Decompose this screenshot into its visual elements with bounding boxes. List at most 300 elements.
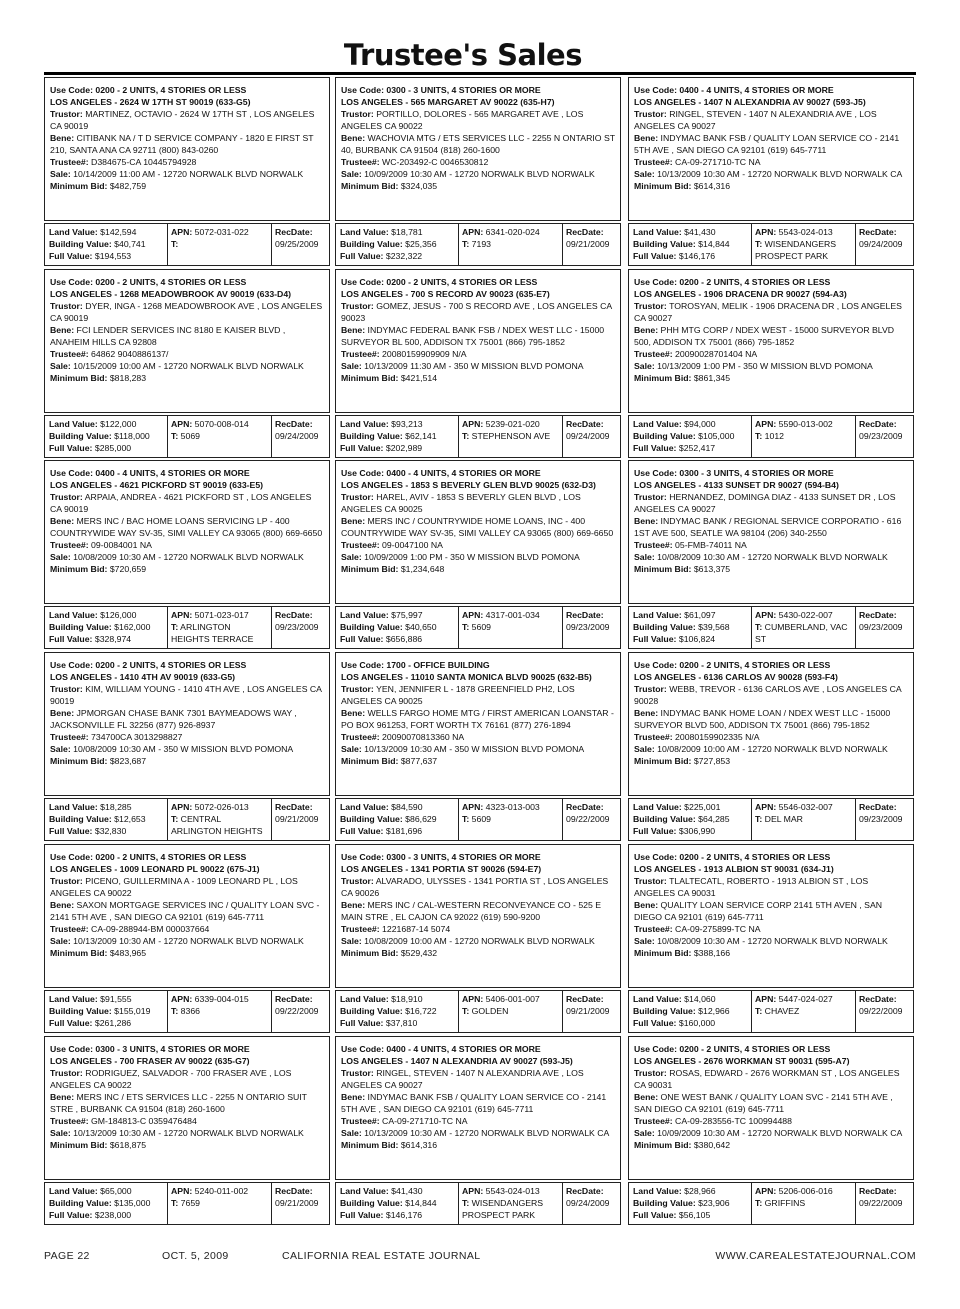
property-address: LOS ANGELES - 2624 W 17TH ST 90019 (633-G5) — [50, 97, 251, 107]
value-column — [629, 1183, 752, 1224]
min-bid-label: Minimum Bid: — [634, 564, 692, 575]
sale-line — [341, 168, 615, 180]
building-value: $64,285 — [695, 814, 730, 825]
building-value-line — [633, 813, 747, 825]
sale-label: Sale: — [50, 744, 71, 755]
apn-value: 5546-032-007 — [776, 802, 833, 813]
bene-line — [341, 707, 615, 731]
sale-value: 10/08/2009 10:00 AM - 12720 NORWALK BLVD NORWALK — [361, 935, 595, 946]
building-value-line — [49, 813, 163, 825]
trustor-label: Trustor: — [634, 875, 667, 886]
use-code: Use Code: 0200 - 2 UNITS, 4 STORIES OR LESS — [50, 851, 247, 862]
land-value: $91,555 — [97, 993, 132, 1004]
listing-details — [628, 1036, 914, 1180]
min-bid-label: Minimum Bid: — [50, 947, 108, 958]
trustee-line — [341, 731, 615, 743]
trustee-label: Trustee#: — [341, 1115, 380, 1126]
full-value: $146,176 — [676, 251, 716, 261]
apn-label: APN: — [171, 802, 193, 813]
tract-line — [755, 813, 852, 825]
listing-values — [335, 223, 621, 266]
apn-label: APN: — [462, 227, 484, 237]
building-label: Building Value: — [340, 1197, 403, 1208]
trustor-value: RINGEL, STEVEN - 1407 N ALEXANDRIA AVE , LOS ANGELES CA 90027 — [341, 1067, 584, 1090]
land-label: Land Value: — [633, 1185, 682, 1196]
full-value-line — [49, 442, 163, 454]
land-label: Land Value: — [340, 802, 389, 813]
sale-line — [50, 168, 324, 180]
listing-values — [44, 223, 330, 266]
building-value-line — [49, 238, 163, 250]
trustor-line — [50, 491, 324, 515]
land-value-line — [340, 993, 454, 1005]
trustee-label: Trustee#: — [634, 1115, 673, 1126]
use-code: Use Code: 0300 - 3 UNITS, 4 STORIES OR MORE — [50, 1043, 250, 1054]
sale-line — [341, 935, 615, 947]
building-label: Building Value: — [49, 1197, 112, 1208]
trustee-line — [634, 348, 908, 360]
min-bid-value: $483,965 — [107, 947, 147, 958]
trustor-label: Trustor: — [634, 109, 667, 119]
recdate-label: RecDate: — [859, 227, 897, 237]
listing-values — [44, 606, 330, 649]
tract-value: CUMBERLAND, VAC ST — [755, 622, 848, 645]
min-bid-line — [341, 947, 615, 959]
land-value-line — [633, 993, 747, 1005]
tract-line — [171, 430, 268, 442]
bene-value: FCI LENDER SERVICES INC 8180 E KAISER BLVD , ANAHEIM HILLS CA 92808 — [50, 324, 286, 347]
min-bid-label: Minimum Bid: — [341, 564, 399, 575]
property-address: LOS ANGELES - 1341 PORTIA ST 90026 (594-E7) — [341, 863, 542, 874]
bene-label: Bene: — [634, 708, 659, 719]
bene-line — [634, 515, 908, 539]
trustee-value: CA-09-271710-TC NA — [379, 1115, 468, 1126]
listing-card — [44, 652, 332, 841]
trustee-label: Trustee#: — [341, 923, 380, 934]
full-label: Full Value: — [633, 634, 677, 645]
apn-value: 5543-024-013 — [483, 1185, 540, 1196]
building-value: $62,141 — [402, 430, 437, 441]
listing-card — [335, 269, 623, 458]
value-column — [45, 416, 168, 457]
bene-line — [341, 324, 615, 348]
property-address: LOS ANGELES - 700 S RECORD AV 90023 (635-E7) — [341, 288, 550, 299]
tract-label: T: — [171, 1197, 179, 1208]
trustor-value: ROSAS, EDWARD - 2676 WORKMAN ST , LOS ANGELES CA 90031 — [634, 1067, 900, 1090]
tract-value: 5069 — [178, 430, 200, 441]
recdate-value: 09/23/2009 — [859, 814, 903, 825]
trustee-line — [50, 923, 324, 935]
listing-details — [335, 460, 621, 604]
min-bid-label: Minimum Bid: — [634, 372, 692, 383]
listing-card — [44, 269, 332, 458]
land-value-line — [633, 226, 747, 238]
building-value: $14,844 — [402, 1197, 437, 1208]
apn-value: 5430-022-007 — [776, 610, 833, 621]
trustor-label: Trustor: — [341, 684, 374, 695]
trustee-label: Trustee#: — [634, 157, 673, 167]
sale-label: Sale: — [341, 552, 362, 563]
sale-label: Sale: — [341, 935, 362, 946]
tract-value: 5609 — [469, 622, 491, 633]
min-bid-label: Minimum Bid: — [634, 181, 692, 191]
trustee-value: 20080159909909 N/A — [379, 348, 467, 359]
value-column — [629, 799, 752, 840]
land-value: $225,001 — [681, 802, 721, 813]
full-value-line — [49, 1209, 163, 1221]
property-address: LOS ANGELES - 1407 N ALEXANDRIA AV 90027 (593-J5) — [634, 97, 866, 107]
trustee-line — [634, 539, 908, 551]
min-bid-line — [634, 1139, 908, 1151]
trustor-label: Trustor: — [50, 492, 83, 503]
trustee-value: CA-09-271710-TC NA — [672, 157, 761, 167]
land-value-line — [633, 801, 747, 813]
min-bid-value: $613,375 — [691, 564, 731, 575]
trustor-line — [341, 300, 615, 324]
building-label: Building Value: — [49, 239, 112, 249]
recdate-value: 09/23/2009 — [275, 622, 319, 633]
apn-line — [462, 993, 559, 1005]
sale-value: 10/08/2009 10:30 AM - 12720 NORWALK BLVD NORWALK — [654, 552, 888, 563]
tract-line — [755, 621, 852, 645]
bene-label: Bene: — [341, 1091, 366, 1102]
tract-line — [171, 621, 268, 645]
full-value: $181,696 — [383, 826, 423, 837]
recdate-value: 09/21/2009 — [275, 814, 319, 825]
recdate-column — [272, 991, 329, 1032]
trustor-label: Trustor: — [50, 875, 83, 886]
tract-line — [462, 430, 559, 442]
sale-value: 10/13/2009 11:30 AM - 350 W MISSION BLVD POMONA — [361, 360, 584, 371]
full-value-line — [49, 250, 163, 262]
sale-label: Sale: — [634, 744, 655, 755]
building-label: Building Value: — [340, 1005, 403, 1016]
use-code: Use Code: 0200 - 2 UNITS, 4 STORIES OR LESS — [634, 660, 831, 671]
trustee-value: WC-203492-C 0046530812 — [379, 157, 489, 167]
listing-details — [628, 652, 914, 796]
min-bid-line — [634, 563, 908, 575]
trustee-label: Trustee#: — [50, 732, 89, 743]
apn-value: 6339-004-015 — [192, 993, 249, 1004]
apn-label: APN: — [755, 993, 777, 1004]
full-value: $37,810 — [383, 1017, 418, 1028]
building-value: $16,722 — [402, 1005, 437, 1016]
tract-value: WISENDANGERS PROSPECT PARK — [462, 1197, 544, 1220]
building-label: Building Value: — [633, 1197, 696, 1208]
min-bid-line — [50, 1139, 324, 1151]
listing-values — [628, 798, 914, 841]
apn-value: 5447-024-027 — [776, 993, 833, 1004]
recdate-label: RecDate: — [859, 993, 897, 1004]
listing-card — [628, 460, 916, 649]
tract-line — [462, 621, 559, 633]
min-bid-label: Minimum Bid: — [341, 1139, 399, 1150]
land-label: Land Value: — [633, 610, 682, 621]
sale-line — [341, 551, 615, 563]
tract-line — [755, 1005, 852, 1017]
apn-column — [168, 799, 272, 840]
min-bid-label: Minimum Bid: — [341, 181, 399, 191]
recdate-value: 09/22/2009 — [275, 1005, 319, 1016]
use-code: Use Code: 0300 - 3 UNITS, 4 STORIES OR MORE — [634, 468, 834, 479]
land-label: Land Value: — [340, 418, 389, 429]
trustee-value: 20090070813360 NA — [379, 732, 465, 743]
trustee-value: 05-FMB-74011 NA — [672, 540, 747, 551]
listing-details — [628, 460, 914, 604]
full-label: Full Value: — [49, 1017, 93, 1028]
bene-label: Bene: — [50, 1091, 75, 1102]
full-value: $146,176 — [383, 1209, 423, 1220]
land-value-line — [340, 609, 454, 621]
trustee-line — [341, 539, 615, 551]
apn-line — [755, 1185, 852, 1197]
sale-label: Sale: — [50, 552, 71, 563]
listing-values — [628, 415, 914, 458]
recdate-value: 09/21/2009 — [566, 239, 610, 249]
bene-label: Bene: — [634, 899, 659, 910]
bene-value: WACHOVIA MTG / ETS SERVICES LLC - 2255 N ONTARIO ST 40, BURBANK CA 91504 (818) 260-1600 — [341, 133, 615, 155]
listing-card — [628, 77, 916, 266]
value-column — [45, 607, 168, 648]
bene-line — [50, 707, 324, 731]
recdate-column — [272, 416, 329, 457]
listing-values — [335, 798, 621, 841]
building-value-line — [633, 1005, 747, 1017]
listing-values — [44, 415, 330, 458]
tract-value: DEL MAR — [762, 814, 803, 825]
tract-label: T: — [755, 430, 763, 441]
bene-value: MERS INC / COUNTRYWIDE HOME LOANS, INC - 400 COUNTRYWIDE WAY SV-35, SIMI VALLEY CA 93065 (800) 669-6650 — [341, 516, 614, 539]
apn-line — [171, 418, 268, 430]
full-value-line — [340, 250, 454, 262]
trustor-line — [634, 108, 908, 132]
trustee-value: GM-184813-C 0359476484 — [88, 1115, 197, 1126]
apn-label: APN: — [171, 1185, 193, 1196]
sale-label: Sale: — [634, 360, 655, 371]
apn-label: APN: — [462, 993, 484, 1004]
full-value-line — [340, 633, 454, 645]
recdate-label: RecDate: — [859, 1185, 897, 1196]
bene-label: Bene: — [634, 516, 659, 527]
apn-label: APN: — [755, 802, 777, 813]
full-value: $306,990 — [676, 826, 716, 837]
bene-label: Bene: — [341, 133, 366, 143]
trustee-value: D384675-CA 10445794928 — [88, 157, 197, 167]
building-label: Building Value: — [340, 814, 403, 825]
listing-card — [335, 844, 623, 1033]
apn-line — [462, 1185, 559, 1197]
listing-values — [335, 1182, 621, 1225]
full-value: $194,553 — [92, 251, 132, 261]
tract-line — [171, 1005, 268, 1017]
trustor-label: Trustor: — [634, 684, 667, 695]
full-value: $285,000 — [92, 442, 132, 453]
apn-column — [459, 991, 563, 1032]
full-value-line — [49, 633, 163, 645]
min-bid-line — [634, 372, 908, 384]
trustor-label: Trustor: — [634, 492, 667, 503]
land-label: Land Value: — [340, 1185, 389, 1196]
min-bid-value: $727,853 — [691, 756, 731, 767]
land-value: $65,000 — [97, 1185, 132, 1196]
apn-column — [752, 1183, 856, 1224]
bene-label: Bene: — [50, 133, 75, 143]
trustee-label: Trustee#: — [634, 540, 673, 551]
min-bid-line — [634, 755, 908, 767]
trustor-line — [634, 875, 908, 899]
listing-details — [628, 77, 914, 221]
listing-details — [335, 77, 621, 221]
bene-line — [341, 1091, 615, 1115]
land-value-line — [49, 418, 163, 430]
building-label: Building Value: — [633, 430, 696, 441]
land-label: Land Value: — [49, 802, 98, 813]
recdate-label: RecDate: — [275, 993, 313, 1004]
apn-column — [459, 224, 563, 265]
tract-label: T: — [171, 239, 179, 249]
building-label: Building Value: — [49, 430, 112, 441]
recdate-label: RecDate: — [275, 1185, 313, 1196]
min-bid-value: $861,345 — [691, 372, 731, 383]
trustor-line — [50, 683, 324, 707]
bene-value: INDYMAC BANK FSB / QUALITY LOAN SERVICE CO - 2141 5TH AVE , SAN DIEGO CA 92101 (619) 645-7711 — [341, 1091, 607, 1114]
building-value: $155,019 — [111, 1005, 151, 1016]
building-value-line — [633, 430, 747, 442]
land-value-line — [49, 609, 163, 621]
full-value-line — [633, 442, 747, 454]
apn-line — [755, 993, 852, 1005]
trustee-line — [634, 1115, 908, 1127]
min-bid-label: Minimum Bid: — [341, 756, 399, 767]
use-code: Use Code: 0300 - 3 UNITS, 4 STORIES OR MORE — [341, 85, 541, 95]
building-value-line — [340, 621, 454, 633]
recdate-column — [563, 1183, 620, 1224]
land-value-line — [633, 418, 747, 430]
recdate-label: RecDate: — [566, 227, 604, 237]
full-value-line — [633, 825, 747, 837]
recdate-value: 09/22/2009 — [859, 1197, 903, 1208]
sale-value: 10/08/2009 10:30 AM - 12720 NORWALK BLVD NORWALK — [654, 935, 888, 946]
use-code: Use Code: 0400 - 4 UNITS, 4 STORIES OR MORE — [50, 468, 250, 479]
apn-value: 5071-023-017 — [192, 610, 249, 621]
land-value: $18,910 — [388, 993, 423, 1004]
footer-website[interactable]: WWW.CAREALESTATEJOURNAL.COM — [715, 1250, 916, 1262]
apn-value: 6341-020-024 — [483, 227, 540, 237]
bene-line — [50, 1091, 324, 1115]
recdate-value: 09/24/2009 — [859, 239, 903, 249]
full-label: Full Value: — [49, 1209, 93, 1220]
trustor-value: GOMEZ, JESUS - 700 S RECORD AVE , LOS ANGELES CA 90023 — [341, 300, 612, 323]
trustor-line — [50, 1067, 324, 1091]
tract-label: T: — [462, 430, 470, 441]
apn-line — [462, 609, 559, 621]
listing-details — [335, 652, 621, 796]
sale-line — [50, 743, 324, 755]
value-column — [629, 416, 752, 457]
sale-value: 10/13/2009 1:00 PM - 350 W MISSION BLVD POMONA — [654, 360, 873, 371]
use-code: Use Code: 0200 - 2 UNITS, 4 STORIES OR LESS — [50, 660, 247, 671]
property-address: LOS ANGELES - 4621 PICKFORD ST 90019 (633-E5) — [50, 480, 264, 491]
min-bid-label: Minimum Bid: — [50, 1139, 108, 1150]
footer-publication: CALIFORNIA REAL ESTATE JOURNAL — [282, 1250, 481, 1262]
apn-value: 4323-013-003 — [483, 802, 540, 813]
min-bid-line — [50, 372, 324, 384]
building-value: $14,844 — [695, 239, 730, 249]
listing-values — [335, 415, 621, 458]
full-label: Full Value: — [49, 634, 93, 645]
value-column — [336, 799, 459, 840]
sale-line — [50, 1127, 324, 1139]
value-column — [336, 224, 459, 265]
apn-line — [755, 801, 852, 813]
apn-column — [752, 224, 856, 265]
bene-value: SAXON MORTGAGE SERVICES INC / QUALITY LOAN SVC - 2141 5TH AVE , SAN DIEGO CA 92101 (619) 645-7711 — [50, 899, 320, 922]
full-value: $261,286 — [92, 1017, 132, 1028]
recdate-label: RecDate: — [566, 610, 604, 621]
recdate-column — [856, 224, 913, 265]
bene-line — [341, 515, 615, 539]
land-value-line — [340, 226, 454, 238]
land-label: Land Value: — [340, 227, 389, 237]
full-value-line — [340, 442, 454, 454]
apn-label: APN: — [171, 418, 193, 429]
trustor-label: Trustor: — [50, 109, 83, 119]
property-address: LOS ANGELES - 565 MARGARET AV 90022 (635-H7) — [341, 97, 555, 107]
listing-details — [44, 844, 330, 988]
recdate-column — [272, 1183, 329, 1224]
sale-label: Sale: — [50, 935, 71, 946]
bene-label: Bene: — [634, 1091, 659, 1102]
listing-details — [44, 652, 330, 796]
full-label: Full Value: — [633, 1209, 677, 1220]
trustor-line — [341, 683, 615, 707]
recdate-column — [856, 991, 913, 1032]
recdate-value: 09/24/2009 — [566, 1197, 610, 1208]
use-code: Use Code: 0200 - 2 UNITS, 4 STORIES OR LESS — [50, 85, 247, 95]
sale-value: 10/09/2009 10:30 AM - 12720 NORWALK BLVD NORWALK CA — [654, 1127, 903, 1138]
tract-value: 7659 — [178, 1197, 200, 1208]
apn-line — [171, 609, 268, 621]
sale-line — [634, 935, 908, 947]
use-code: Use Code: 0300 - 3 UNITS, 4 STORIES OR MORE — [341, 851, 541, 862]
trustee-label: Trustee#: — [50, 157, 89, 167]
sale-line — [634, 360, 908, 372]
building-value: $39,568 — [695, 622, 730, 633]
bene-value: INDYMAC FEDERAL BANK FSB / NDEX WEST LLC - 15000 SURVEYOR BL 500, ADDISON TX 75001 (866) 795-1852 — [341, 324, 605, 347]
recdate-column — [563, 224, 620, 265]
apn-label: APN: — [462, 802, 484, 813]
listing-card — [44, 460, 332, 649]
land-value: $126,000 — [97, 610, 137, 621]
land-label: Land Value: — [49, 227, 98, 237]
listing-card — [44, 1036, 332, 1225]
trustee-line — [50, 731, 324, 743]
full-value: $202,989 — [383, 442, 423, 453]
apn-label: APN: — [462, 418, 484, 429]
bene-line — [341, 132, 615, 156]
trustor-value: ALVARADO, ULYSSES - 1341 PORTIA ST , LOS ANGELES CA 90026 — [341, 875, 609, 898]
tract-line — [755, 1197, 852, 1209]
sale-label: Sale: — [634, 1127, 655, 1138]
trustor-line — [634, 683, 908, 707]
listing-card — [44, 77, 332, 266]
trustor-line — [50, 108, 324, 132]
recdate-column — [856, 416, 913, 457]
recdate-value: 09/23/2009 — [859, 430, 903, 441]
sale-line — [634, 168, 908, 180]
sale-value: 10/09/2009 10:30 AM - 12720 NORWALK BLVD NORWALK — [361, 169, 595, 179]
apn-line — [171, 993, 268, 1005]
